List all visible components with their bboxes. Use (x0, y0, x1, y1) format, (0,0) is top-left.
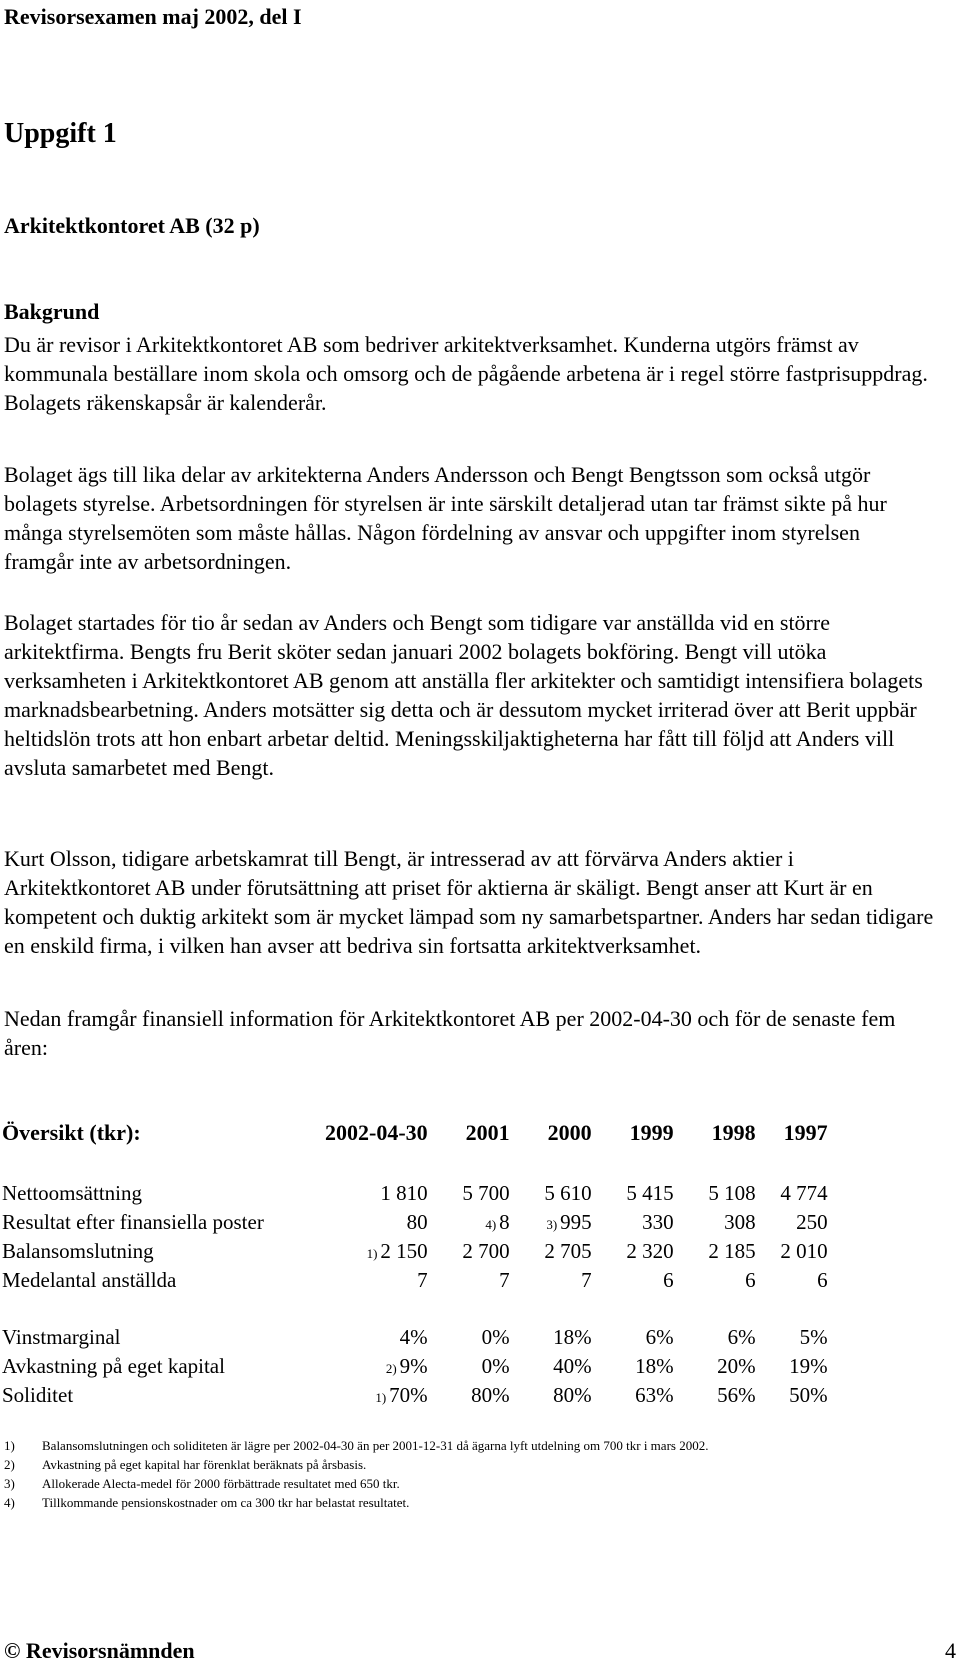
table-cell (510, 1323, 592, 1352)
cell-value: 18% (635, 1354, 674, 1378)
table-cell (428, 1208, 510, 1237)
table-cell (325, 1179, 428, 1208)
cell-value: 6% (645, 1325, 674, 1349)
table-spacer (2, 1295, 828, 1323)
cell-value: 5 108 (708, 1181, 756, 1205)
table-cell (428, 1352, 510, 1381)
cell-value: 0% (481, 1325, 510, 1349)
table-cell (592, 1323, 674, 1352)
footnote (4, 1455, 708, 1474)
cell-value: 2 320 (626, 1239, 674, 1263)
cell-value: 5 415 (626, 1181, 674, 1205)
table-cell (428, 1323, 510, 1352)
table-cell (756, 1381, 828, 1410)
cell-value: 1 810 (380, 1181, 428, 1205)
case-heading: Arkitektkontoret AB (32 p) (4, 213, 260, 238)
footnote-text: Balansomslutningen och soliditeten är lägre per 2002-04-30 än per 2001-12-31 då ägarna lyft utdelning om 700 tkr i mars 2002. (42, 1438, 709, 1453)
cell-value: 50% (789, 1383, 828, 1407)
cell-value: 80% (553, 1383, 592, 1407)
footnote (4, 1493, 708, 1512)
table-cell (674, 1323, 756, 1352)
table-row (2, 1323, 828, 1352)
footnote-ref: 1) (375, 1390, 387, 1405)
table-cell (592, 1352, 674, 1381)
column-header: 2000 (547, 1120, 592, 1145)
cell-value: 2 700 (462, 1239, 510, 1263)
table-cell (510, 1381, 592, 1410)
table-cell (756, 1323, 828, 1352)
paragraph-financial-intro: Nedan framgår finansiell information för Arkitektkontoret AB per 2002-04-30 och för de senaste fem åren: (4, 1006, 896, 1060)
cell-value: 19% (789, 1354, 828, 1378)
row-label: Balansomslutning (2, 1239, 154, 1263)
financial-overview-table (2, 1115, 828, 1410)
footnote-number: 3) (4, 1476, 15, 1491)
row-label: Nettoomsättning (2, 1181, 142, 1205)
cell-value: 2 705 (544, 1239, 592, 1263)
row-label: Soliditet (2, 1383, 74, 1407)
footnote-number: 1) (4, 1438, 15, 1453)
cell-value: 5 700 (462, 1181, 510, 1205)
cell-value: 63% (635, 1383, 674, 1407)
cell-value: 70% (389, 1383, 428, 1407)
column-header: 1997 (783, 1120, 828, 1145)
footnote-text: Avkastning på eget kapital har förenklat beräknats på årsbasis. (42, 1457, 367, 1472)
table-cell (428, 1266, 510, 1295)
cell-value: 6 (817, 1268, 828, 1292)
cell-value: 20% (717, 1354, 756, 1378)
cell-value: 6 (745, 1268, 756, 1292)
table-spacer (2, 1151, 828, 1179)
footnotes (4, 1436, 708, 1512)
task-heading: Uppgift 1 (4, 118, 117, 149)
table-row (2, 1237, 828, 1266)
table-cell (756, 1237, 828, 1266)
table-cell (510, 1237, 592, 1266)
cell-value: 308 (724, 1210, 756, 1234)
table-cell (756, 1208, 828, 1237)
table-row (2, 1381, 828, 1410)
cell-value: 4 774 (780, 1181, 828, 1205)
cell-value: 2 185 (708, 1239, 756, 1263)
row-label: Avkastning på eget kapital (2, 1354, 225, 1378)
cell-value: 6 (663, 1268, 674, 1292)
cell-value: 2 010 (780, 1239, 828, 1263)
row-label: Vinstmarginal (2, 1325, 121, 1349)
cell-value: 250 (796, 1210, 828, 1234)
table-cell (592, 1208, 674, 1237)
table-cell (674, 1208, 756, 1237)
row-label: Medelantal anställda (2, 1268, 177, 1292)
table-cell (325, 1208, 428, 1237)
footnote-ref: 4) (485, 1217, 497, 1232)
cell-value: 6% (727, 1325, 756, 1349)
page-number: 4 (945, 1638, 956, 1663)
section-heading-bakgrund: Bakgrund (4, 299, 100, 324)
footnote-number: 4) (4, 1495, 15, 1510)
table-title: Översikt (tkr): (2, 1120, 141, 1145)
table-cell (756, 1266, 828, 1295)
table-cell (592, 1179, 674, 1208)
cell-value: 8 (499, 1210, 510, 1234)
cell-value: 0% (481, 1354, 510, 1378)
footnote-ref: 1) (366, 1246, 378, 1261)
table-cell (592, 1237, 674, 1266)
paragraph-buyer: Kurt Olsson, tidigare arbetskamrat till Bengt, är intresserad av att förvärva Anders aktier i Arkitektkontoret AB under förutsättning att priset för aktierna är skäligt. Bengt anser att Kurt är en kompetent och duktig arkitekt som är mycket lämpad som ny samarbetspartner. Anders har sedan tidigare en enskild firma, i vilken han avser att bedriva sin fortsatta arkitektverksamhet. (4, 846, 934, 958)
cell-value: 9% (399, 1354, 428, 1378)
cell-value: 7 (417, 1268, 428, 1292)
footer-copyright: © Revisorsnämnden (4, 1638, 195, 1663)
table-cell (510, 1179, 592, 1208)
table-cell (325, 1352, 428, 1381)
table-row (2, 1266, 828, 1295)
cell-value: 56% (717, 1383, 756, 1407)
table-cell (592, 1381, 674, 1410)
footnote-ref: 2) (385, 1361, 397, 1376)
table-cell (674, 1179, 756, 1208)
footnote-text: Tillkommande pensionskostnader om ca 300 tkr har belastat resultatet. (42, 1495, 410, 1510)
row-label: Resultat efter finansiella poster (2, 1210, 264, 1234)
table-cell (510, 1352, 592, 1381)
cell-value: 7 (581, 1268, 592, 1292)
table-cell (325, 1381, 428, 1410)
table-cell (510, 1208, 592, 1237)
table-cell (674, 1237, 756, 1266)
table-cell (325, 1266, 428, 1295)
document-header: Revisorsexamen maj 2002, del I (4, 4, 302, 29)
cell-value: 5% (799, 1325, 828, 1349)
table-cell (325, 1323, 428, 1352)
table-cell (756, 1179, 828, 1208)
footnote (4, 1436, 708, 1455)
footnote-ref: 3) (546, 1217, 558, 1232)
table-cell (428, 1179, 510, 1208)
cell-value: 18% (553, 1325, 592, 1349)
table-cell (674, 1381, 756, 1410)
paragraph-intro: Du är revisor i Arkitektkontoret AB som bedriver arkitektverksamhet. Kunderna utgörs främst av kommunala beställare inom skola och omsorg och de pågående arbetena är i regel större fastprisuppdrag. Bolagets räkenskapsår är kalenderår. (4, 332, 928, 415)
table-row (2, 1208, 828, 1237)
table-cell (428, 1237, 510, 1266)
table-header-row (2, 1115, 828, 1151)
column-header: 1998 (711, 1120, 756, 1145)
cell-value: 4% (399, 1325, 428, 1349)
table-cell (756, 1352, 828, 1381)
paragraph-history: Bolaget startades för tio år sedan av Anders och Bengt som tidigare var anställda vid en större arkitektfirma. Bengts fru Berit sköter sedan januari 2002 bolagets bokföring. Bengt vill utöka verksamheten i Arkitektkontoret AB genom att anställa fler arkitekter och samtidigt intensifiera bolagets marknadsbearbetning. Anders motsätter sig detta och är dessutom mycket irriterad över att Berit uppbär heltidslön trots att hon enbart arbetar deltid. Meningsskiljaktigheterna har fått till följd att Anders vill avsluta samarbetet med Bengt. (4, 610, 923, 780)
table-cell (428, 1381, 510, 1410)
table-cell (325, 1237, 428, 1266)
cell-value: 5 610 (544, 1181, 592, 1205)
column-header: 2002-04-30 (325, 1120, 428, 1145)
table-row (2, 1352, 828, 1381)
cell-value: 40% (553, 1354, 592, 1378)
cell-value: 80 (406, 1210, 428, 1234)
cell-value: 80% (471, 1383, 510, 1407)
table-cell (592, 1266, 674, 1295)
cell-value: 995 (560, 1210, 592, 1234)
footnote-text: Allokerade Alecta-medel för 2000 förbättrade resultatet med 650 tkr. (42, 1476, 400, 1491)
cell-value: 7 (499, 1268, 510, 1292)
table-cell (674, 1352, 756, 1381)
footnote-number: 2) (4, 1457, 15, 1472)
footnote (4, 1474, 708, 1493)
column-header: 2001 (465, 1120, 510, 1145)
table-cell (510, 1266, 592, 1295)
column-header: 1999 (629, 1120, 674, 1145)
cell-value: 2 150 (380, 1239, 428, 1263)
table-row (2, 1179, 828, 1208)
cell-value: 330 (642, 1210, 674, 1234)
paragraph-ownership: Bolaget ägs till lika delar av arkitekterna Anders Andersson och Bengt Bengtsson som också utgör bolagets styrelse. Arbetsordningen för styrelsen är inte särskilt detaljerad utan tar främst sikte på hur många styrelsemöten som måste hållas. Någon fördelning av ansvar och uppgifter inom styrelsen framgår inte av arbetsordningen. (4, 462, 887, 574)
table-cell (674, 1266, 756, 1295)
